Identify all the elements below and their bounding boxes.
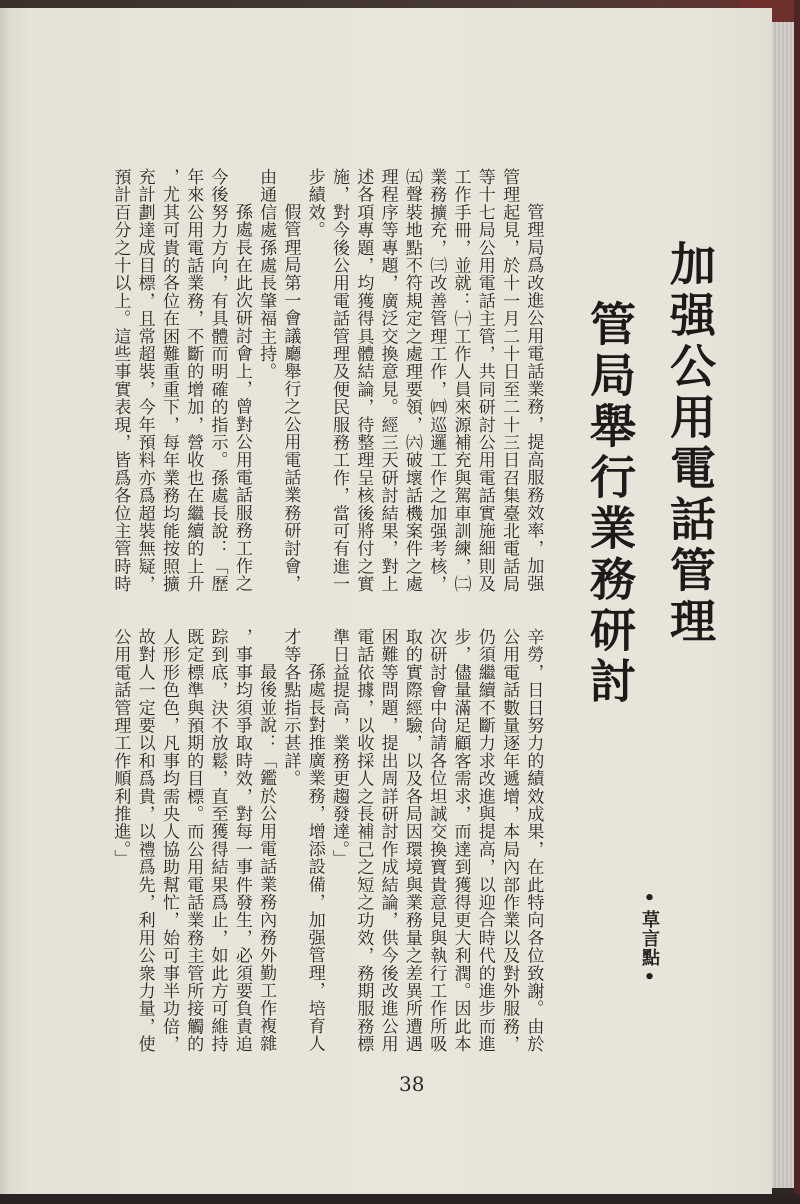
text-column: 步績效。	[304, 168, 325, 239]
book-cover-right-edge	[794, 0, 800, 1204]
text-column: ，事事均須爭取時效，對每一事件發生，必須要負責追	[231, 628, 252, 1053]
text-column: 孫處長在此次研討會上，曾對公用電話服務工作之	[231, 203, 252, 593]
text-column: 踪到底，決不放鬆，直至獲得結果爲止，如此方可維持	[207, 628, 228, 1053]
text-column: ，尤其可貴的各位在困難重重下，每年業務均能按照擴	[158, 168, 179, 593]
magazine-page	[0, 8, 772, 1194]
text-column: 述各項專題，均獲得具體結論，待整理呈核後將付之實	[353, 168, 374, 593]
text-column: 既定標準與預期的目標。而公用電話業務主管所接觸的	[183, 628, 204, 1053]
text-column: 才等各點指示甚詳。	[280, 628, 301, 788]
text-column: 年來公用電話業務，不斷的增加，營收也在繼續的上升	[183, 168, 204, 593]
text-column: 最後並說：「鑑於公用電話業務內務外勤工作複雜	[256, 663, 277, 1053]
stacked-page-edges	[772, 22, 794, 1188]
text-column: 由通信處孫處長肇福主持。	[256, 168, 277, 381]
text-column: 取的實際經驗，以及各局因環境與業務量之差異所遭遇	[401, 628, 422, 1053]
text-column: 業務擴充，㈢改善管理工作，㈣巡邏工作之加强考核，	[426, 168, 447, 593]
text-column: ㈤聲裝地點不符規定之處理要領，㈥破壞話機案件之處	[401, 168, 422, 593]
text-column: 預計百分之十以上。這些事實表現，皆爲各位主管時時	[110, 168, 131, 593]
page-number: 38	[399, 1072, 425, 1096]
text-column: 等十七局公用電話主管，共同研討公用電話實施細則及	[474, 168, 495, 593]
text-column: 人形形色色，凡事均需央人協助幫忙，始可事半功倍，	[158, 628, 179, 1053]
text-column: 充計劃達成目標，且常超裝，今年預料亦爲超裝無疑，	[134, 168, 155, 593]
text-column: 辛勞，日日努力的績效成果，在此特向各位致謝。由於	[523, 628, 544, 1053]
text-column: 管理起見，於十一月二十日至二十三日召集臺北電話局	[499, 168, 520, 593]
text-column: 準日益提高，業務更趨發達。」	[329, 628, 350, 868]
author-byline: •草言點•	[639, 888, 660, 989]
text-column: 步，儘量滿足顧客需求，而達到獲得更大利潤。因此本	[450, 628, 471, 1053]
article-body-lower	[108, 628, 545, 1060]
headline-line-1: 加强公用電話管理	[663, 240, 717, 648]
text-column: 次研討會中尙請各位坦誠交換寶貴意見與執行工作所吸	[426, 628, 447, 1053]
text-column: 困難等問題，提出周詳研討作成結論，供今後改進公用	[377, 628, 398, 1053]
headline-line-2: 管局舉行業務研討	[583, 300, 637, 708]
text-column: 今後努力方向，有具體而明確的指示。孫處長說：「歷	[207, 168, 228, 593]
text-column: 假管理局第一會議廳舉行之公用電話業務研討會，	[280, 203, 301, 593]
text-column: 管理局爲改進公用電話業務，提高服務效率，加强	[523, 203, 544, 593]
text-column: 施，對今後公用電話管理及便民服務工作，當可有進一	[329, 168, 350, 593]
text-column: 仍須繼續不斷力求改進與提高，以迎合時代的進步而進	[474, 628, 495, 1053]
text-column: 電話依據，以收採人之長補己之短之功效，務期服務標	[353, 628, 374, 1053]
text-column: 工作手冊，並就：㈠工作人員來源補充與駕車訓練，㈡	[450, 168, 471, 593]
text-column: 孫處長對推廣業務，增添設備，加强管理，培育人	[304, 663, 325, 1053]
text-column: 理程序等專題，廣泛交換意見。經三天研討結果，對上	[377, 168, 398, 593]
text-column: 公用電話管理工作順利推進。」	[110, 628, 131, 868]
article-body-upper	[108, 168, 545, 600]
text-column: 公用電話數量逐年遞增，本局內部作業以及對外服務，	[499, 628, 520, 1053]
bottom-shadow	[0, 1194, 800, 1204]
text-column: 故對人一定要以和爲貴，以禮爲先，利用公衆力量，使	[134, 628, 155, 1053]
